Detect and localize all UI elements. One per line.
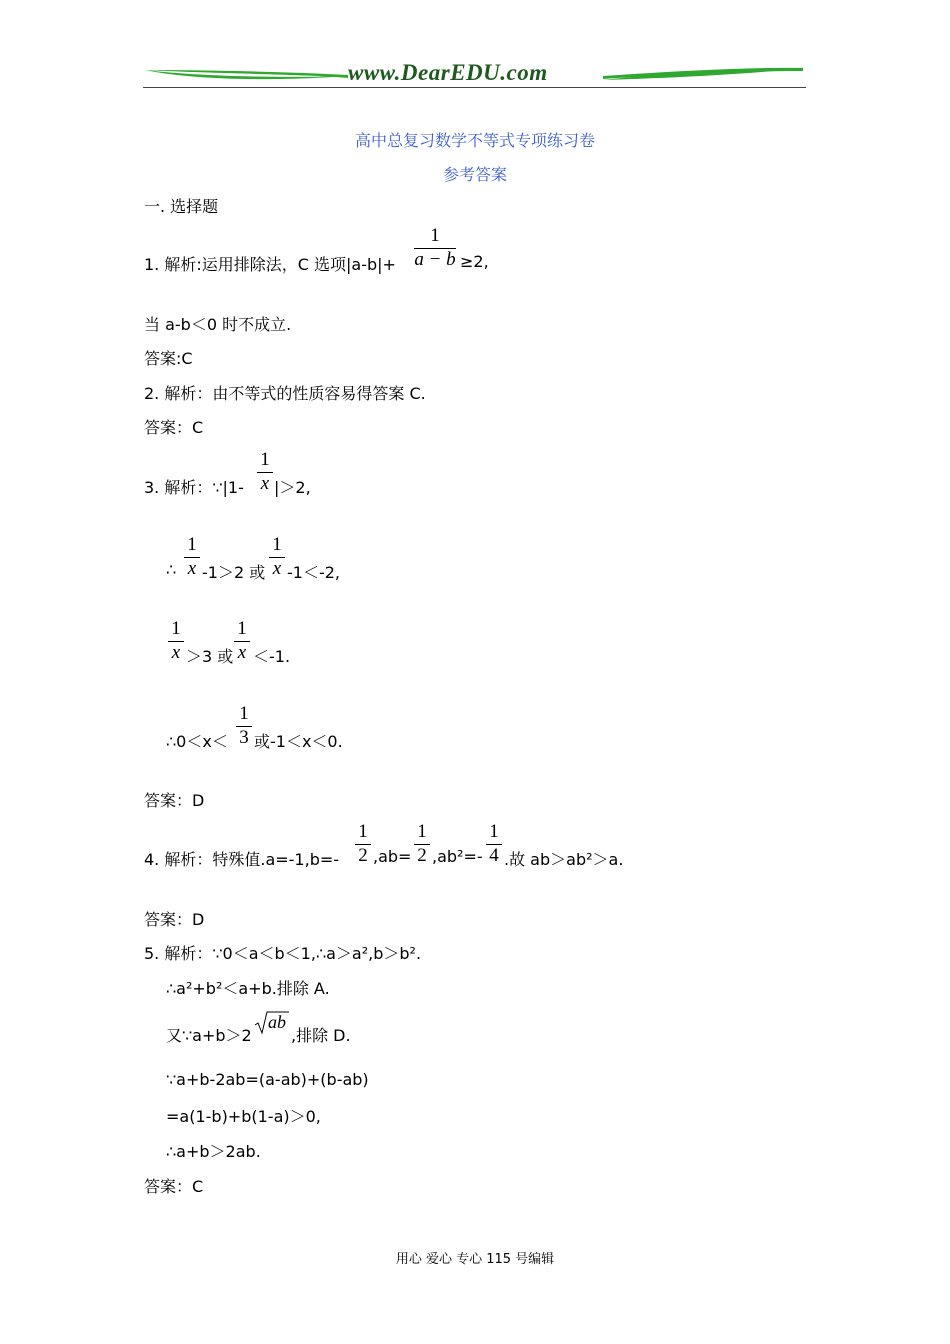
q5-answer: 答案：C (144, 1177, 204, 1196)
q3-frac2: 1 x (184, 534, 200, 579)
q5-line4: ∵a+b-2ab=(a-ab)+(b-ab) (166, 1070, 369, 1089)
q4-text-d: .故 ab＞ab²＞a. (504, 850, 624, 869)
q3-text-b: |＞2, (274, 478, 311, 497)
header-logo: www.DearEDU.com (348, 60, 548, 85)
q1-fraction (414, 225, 456, 270)
q3-text-a: 3. 解析：∵|1- (144, 478, 244, 497)
q5-line3-b: ,排除 D. (291, 1026, 351, 1045)
q3-line2-a: ∴ (166, 560, 177, 579)
q5-line6: ∴a+b＞2ab. (166, 1142, 261, 1161)
q2-text: 2. 解析：由不等式的性质容易得答案 C. (144, 384, 426, 403)
q5-line1: 5. 解析：∵0＜a＜b＜1,∴a＞a²,b＞b². (144, 944, 422, 963)
q3-line2-b: -1＞2 或 (202, 563, 266, 582)
q4-text-b: ,ab= (373, 847, 412, 866)
q1-answer: 答案:C (144, 349, 193, 368)
q3-line4-b: 或-1＜x＜0. (254, 732, 343, 751)
page-title: 高中总复习数学不等式专项练习卷 (354, 131, 595, 150)
header-banner (143, 62, 806, 92)
q3-line2-c: -1＜-2, (287, 563, 340, 582)
section-heading: 一. 选择题 (144, 197, 219, 216)
q4-frac3: 1 4 (486, 821, 502, 866)
q3-line3-b: ＜-1. (253, 647, 291, 666)
q5-line5: =a(1-b)+b(1-a)＞0, (166, 1107, 321, 1126)
q1-text-a: 1. 解析:运用排除法，C 选项|a-b|+ (144, 255, 396, 274)
page-subtitle: 参考答案 (442, 165, 507, 184)
q1-text-b: ≥2, (460, 252, 489, 271)
q1-text-c: 当 a-b＜0 时不成立. (144, 315, 292, 334)
q5-sqrt-text: ab (268, 1012, 286, 1032)
q4-frac1: 1 2 (355, 821, 371, 866)
q3-frac6: 1 3 (236, 703, 252, 748)
q4-answer: 答案：D (144, 910, 205, 929)
q1-frac-num: 1 (430, 225, 440, 246)
page-footer: 用心 爱心 专心 115 号编辑 (395, 1252, 555, 1267)
q1-frac-den: a − b (414, 249, 456, 270)
q3-frac4: 1 x (168, 618, 184, 663)
q3-answer: 答案：D (144, 791, 205, 810)
q4-text-c: ,ab²=- (432, 847, 483, 866)
q5-line3-a: 又∵a+b＞2 (166, 1026, 252, 1045)
q3-frac1: 1 x (257, 449, 273, 494)
q4-text-a: 4. 解析：特殊值.a=-1,b=- (144, 850, 340, 869)
q3-frac5: 1 x (234, 618, 250, 663)
q4-frac2: 1 2 (414, 821, 430, 866)
q3-frac3: 1 x (269, 534, 285, 579)
q5-line2: ∴a²+b²＜a+b.排除 A. (166, 979, 330, 998)
q3-line4-a: ∴0＜x＜ (166, 732, 228, 751)
q3-line3-a: ＞3 或 (186, 647, 234, 666)
q2-answer: 答案：C (144, 418, 204, 437)
